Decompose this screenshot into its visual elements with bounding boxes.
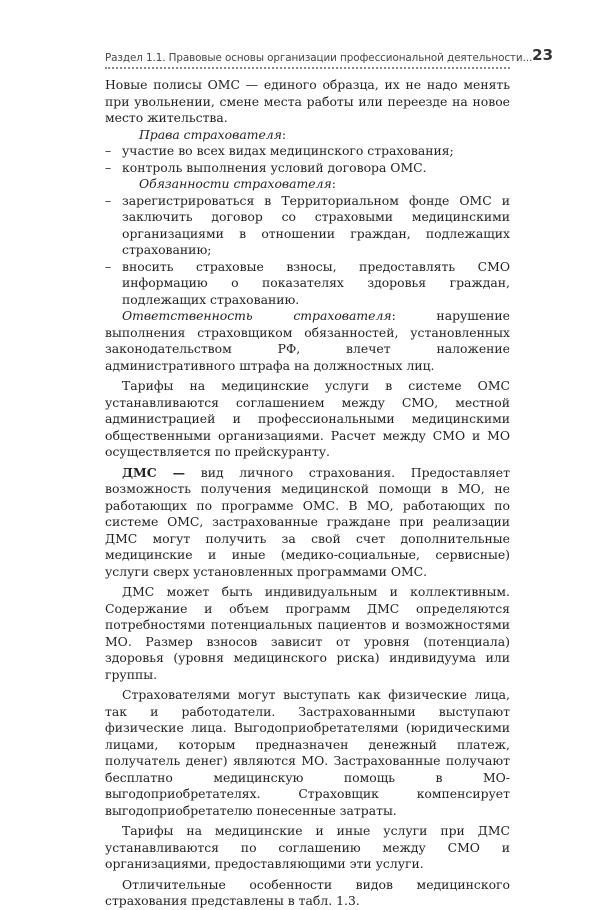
paragraph-intro: Новые полисы ОМС — единого образца, их не надо менять при увольнении, смене места работы или переезде на новое место жительства. xyxy=(105,77,510,125)
duties-heading-text: Обязанности страхователя xyxy=(139,176,332,191)
dotted-divider xyxy=(105,67,510,69)
dash-marker: – xyxy=(105,258,112,274)
duties-list xyxy=(105,193,510,309)
dash-marker: – xyxy=(105,159,112,175)
paragraph-table-reference: Отличительные особенности видов медицинского страхования представлены в табл. 1.3. xyxy=(105,876,510,908)
paragraph-dms-types: ДМС может быть индивидуальным и коллективным. Содержание и объем программ ДМС определяются потребностями потенциальных пациентов и возможностями МО. Размер взносов зависит от уровня (потенциала) здоровья (уровня медицинского риска) индивидуума или группы. xyxy=(105,584,510,682)
dms-term: ДМС — xyxy=(122,464,186,480)
duties-heading xyxy=(105,176,510,193)
dash-marker: – xyxy=(105,143,112,158)
section-title: Раздел 1.1. Правовые основы организации профессиональной деятельности... xyxy=(105,52,533,64)
rights-heading xyxy=(105,127,510,144)
dms-text: вид личного страхования. Предоставляет возможность получения медицинской помощи в МО, не работающих по программе ОМС. В МО, работающих по системе ОМС, застрахованные граждане при реализации ДМС могут получить за свой счет дополнительные медицинские и иные (медико-социальные, сервисные) услуги сверх установленных программами ОМС. xyxy=(105,464,510,579)
dash-marker: – xyxy=(105,192,112,208)
list-item-text: вносить страховые взносы, предоставлять СМО информацию о показателях здоровья граждан, подлежащих страхованию. xyxy=(122,258,510,307)
duties-heading-colon: : xyxy=(331,176,336,191)
paragraph-tariffs-oms: Тарифы на медицинские услуги в системе ОМС устанавливаются соглашением между СМО, местной администрацией и профессиональными медицинскими общественными организациями. Расчет между СМО и МО осуществляется по прейскуранту. xyxy=(105,378,510,459)
list-item xyxy=(105,193,510,259)
list-item-text: зарегистрироваться в Территориальном фонде ОМС и заключить договор со страховыми медицинскими организациями в отношении граждан, подлежащих страхованию; xyxy=(122,192,510,257)
list-item xyxy=(105,143,510,160)
paragraph-insurers: Страхователями могут выступать как физические лица, так и работодатели. Застрахованными выступают физические лица. Выгодоприобретателями (юридическими лицами, которым предназначен денежный платеж, получатель денег) являются МО. Застрахованные получают бесплатно медицинскую помощь в МО-выгодоприобретателях. Страховщик компенсирует выгодоприобретателю понесенные затраты. xyxy=(105,687,510,818)
liability-text: : нарушение выполнения страховщиком обязанностей, установленных законодательством РФ, влечет наложение административного штрафа на должностных лиц. xyxy=(105,308,511,373)
rights-list xyxy=(105,143,510,176)
list-item xyxy=(105,160,510,177)
running-head xyxy=(105,40,554,64)
paragraph-tariffs-dms: Тарифы на медицинские и иные услуги при ДМС устанавливаются по соглашению между СМО и организациями, предоставляющими эти услуги. xyxy=(105,823,510,871)
list-item-text: участие во всех видах медицинского страхования; xyxy=(122,143,454,158)
page-body xyxy=(105,77,510,910)
rights-heading-text: Права страхователя xyxy=(139,126,282,142)
paragraph-liability xyxy=(105,308,510,374)
rights-heading-colon: : xyxy=(281,126,287,142)
paragraph-dms-definition xyxy=(105,465,510,581)
liability-term: Ответственность страхователя xyxy=(122,308,392,323)
list-item-text: контроль выполнения условий договора ОМС. xyxy=(122,159,427,175)
list-item xyxy=(105,259,510,309)
page-number: 23 xyxy=(532,46,554,64)
